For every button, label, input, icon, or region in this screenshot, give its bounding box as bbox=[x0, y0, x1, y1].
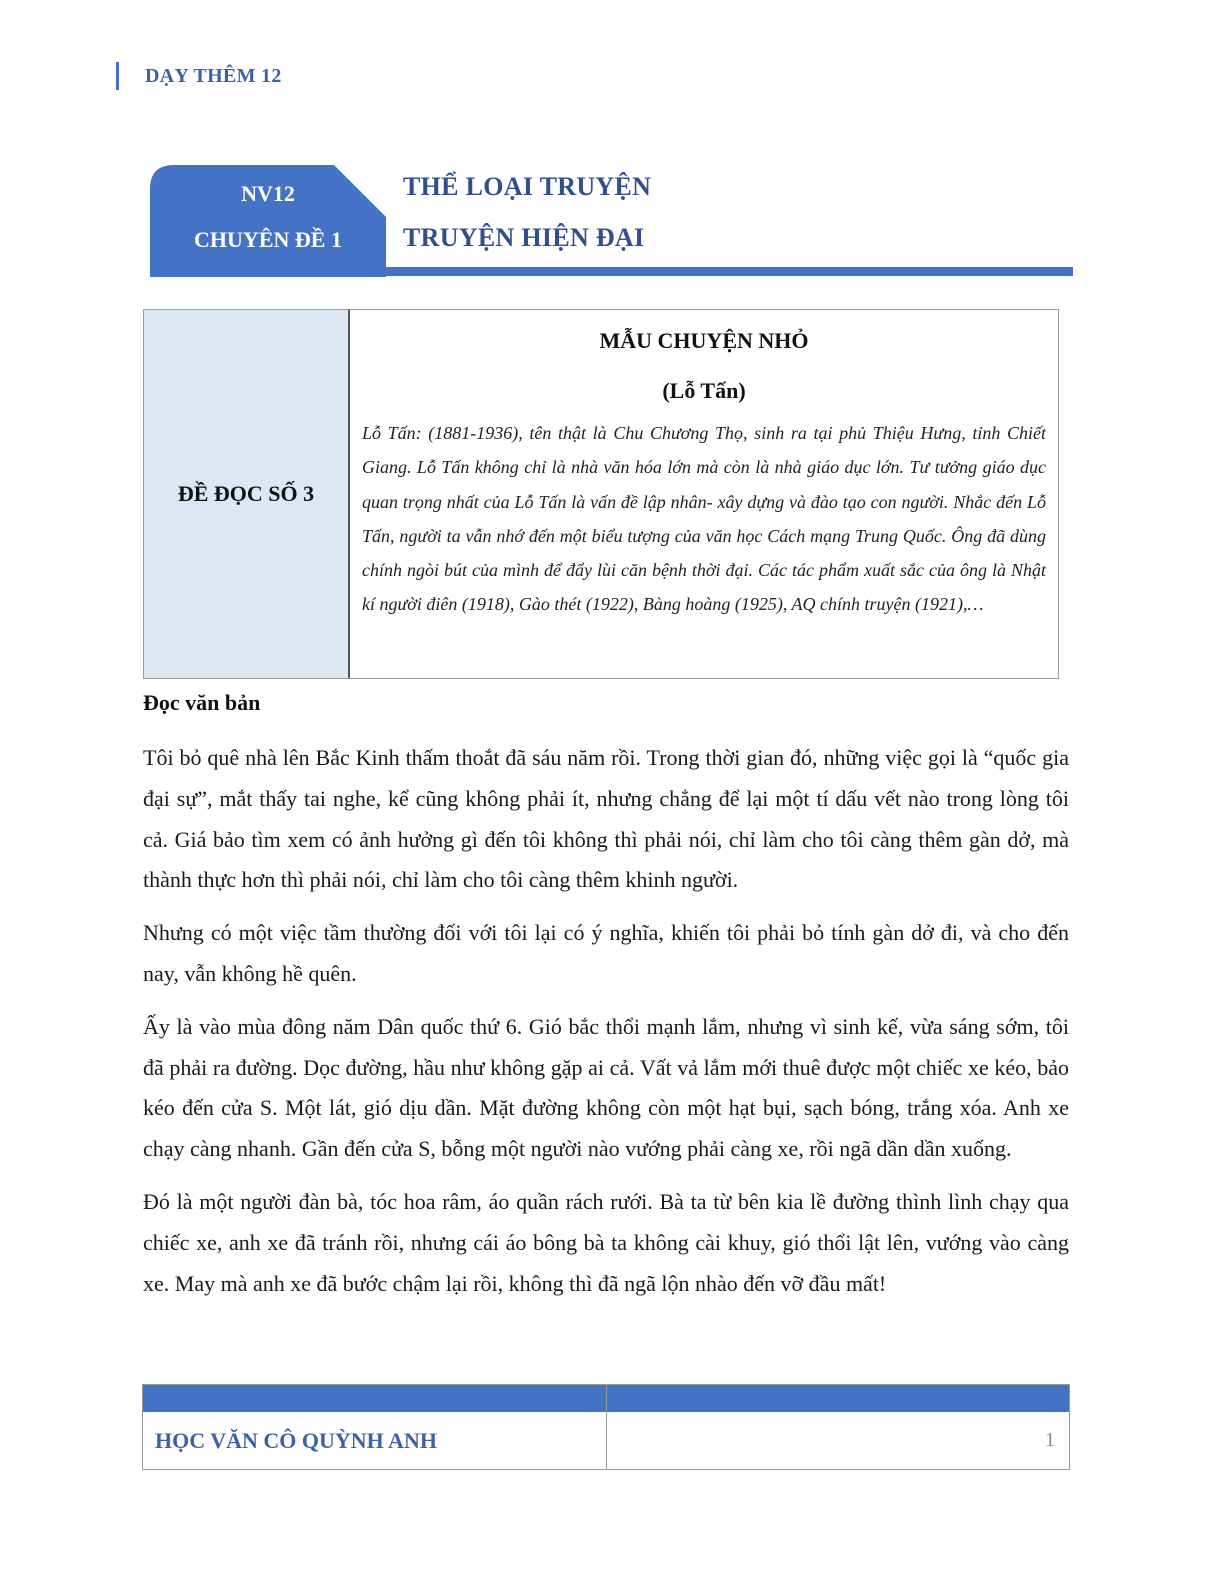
story-paragraph: Ấy là vào mùa đông năm Dân quốc thứ 6. Gió bắc thổi mạnh lắm, nhưng vì sinh kế, vừa sáng sớm, tôi đã phải ra đường. Dọc đường, hầu như không gặp ai cả. Vất vả lắm mới thuê được một chiếc xe kéo, bảo kéo đến cửa S. Một lát, gió dịu dần. Mặt đường không còn một hạt bụi, sạch bóng, trắng xóa. Anh xe chạy càng nhanh. Gần đến cửa S, bỗng một người nào vướng phải càng xe, rồi ngã dần dần xuống. bbox=[143, 1013, 1069, 1162]
footer-accent-right bbox=[607, 1385, 1069, 1412]
title-tab-topic: CHUYÊN ĐỀ 1 bbox=[194, 227, 342, 252]
story-author: (Lỗ Tấn) bbox=[662, 378, 746, 403]
author-bio: Lỗ Tấn: (1881-1936), tên thật là Chu Chương Thọ, sinh ra tại phủ Thiệu Hưng, tỉnh Chiết Giang. Lỗ Tấn không chỉ là nhà văn hóa lớn mà còn là nhà giáo dục lớn. Tư tưởng giáo dục quan trọng nhất của Lỗ Tấn là vấn đề lập nhân- xây dựng và đào tạo con người. Nhắc đến Lỗ Tấn, người ta vẫn nhớ đến một biểu tượng của văn học Cách mạng Trung Quốc. Ông đã dùng chính ngòi bút của mình để đẩy lùi căn bệnh thời đại. Các tác phẩm xuất sắc của ông là Nhật kí người điên (1918), Gào thét (1922), Bàng hoàng (1925), AQ chính truyện (1921),… bbox=[362, 423, 1046, 615]
reading-box bbox=[143, 309, 1059, 679]
footer-accent-left bbox=[143, 1385, 607, 1412]
reading-intro bbox=[350, 310, 1058, 678]
page-title: THỂ LOẠI TRUYỆN bbox=[403, 172, 652, 201]
page-number: 1 bbox=[1045, 1429, 1055, 1451]
title-band bbox=[150, 165, 1073, 277]
title-tab-code: NV12 bbox=[241, 181, 295, 206]
footer-brand: HỌC VĂN CÔ QUỲNH ANH bbox=[143, 1412, 607, 1469]
title-underline bbox=[386, 267, 1073, 276]
story-paragraph: Nhưng có một việc tầm thường đối với tôi lại có ý nghĩa, khiến tôi phải bỏ tính gàn dở đi, và cho đến nay, vẫn không hề quên. bbox=[143, 920, 1069, 986]
story-title: MẪU CHUYỆN NHỎ bbox=[599, 328, 809, 353]
page-subtitle: TRUYỆN HIỆN ĐẠI bbox=[403, 223, 645, 252]
story-paragraph: Tôi bỏ quê nhà lên Bắc Kinh thấm thoắt đã sáu năm rồi. Trong thời gian đó, những việc gọi là “quốc gia đại sự”, mắt thấy tai nghe, kể cũng không phải ít, nhưng chẳng để lại một tí dấu vết nào trong lòng tôi cả. Giá bảo tìm xem có ảnh hưởng gì đến tôi không thì phải nói, chỉ làm cho tôi càng thêm gàn dở, mà thành thực hơn thì phải nói, chỉ làm cho tôi càng thêm khinh người. bbox=[143, 745, 1069, 893]
story-text bbox=[143, 738, 1069, 1316]
reading-label: ĐỀ ĐỌC SỐ 3 bbox=[144, 310, 350, 678]
footer-accent-bar bbox=[143, 1385, 1069, 1412]
page-footer bbox=[142, 1384, 1070, 1470]
footer-row bbox=[143, 1412, 1069, 1469]
running-header: DẠY THÊM 12 bbox=[116, 62, 282, 90]
section-heading: Đọc văn bản bbox=[143, 690, 261, 715]
story-paragraph: Đó là một người đàn bà, tóc hoa râm, áo quần rách rưới. Bà ta từ bên kia lề đường thình lình chạy qua chiếc xe, anh xe đã tránh rồi, nhưng cái áo bông bà ta không cài khuy, gió thổi lật lên, vướng vào càng xe. May mà anh xe đã bước chậm lại rồi, không thì đã ngã lộn nhào đến vỡ đầu mất! bbox=[143, 1188, 1069, 1296]
